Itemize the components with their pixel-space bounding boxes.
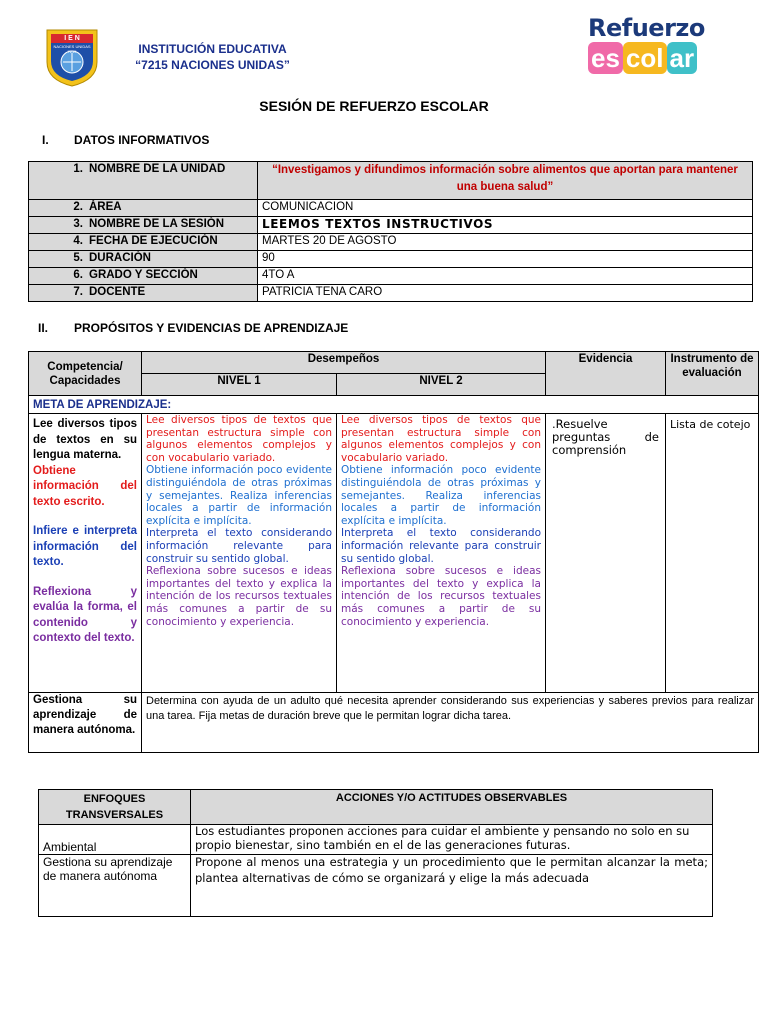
datos-value-cell	[258, 162, 753, 200]
datos-row	[29, 162, 753, 200]
datos-label: GRADO Y SECCIÓN	[89, 269, 198, 281]
capacidad-obtiene: Obtiene información del texto escrito.	[33, 464, 137, 508]
institution-line2: “7215 NACIONES UNIDAS”	[135, 58, 290, 72]
instrumento-cell: Lista de cotejo	[666, 414, 759, 693]
datos-value: 4TO A	[258, 268, 753, 285]
datos-label-cell	[29, 200, 258, 217]
crest-number: 7215	[67, 49, 77, 54]
competencia-row	[29, 414, 759, 693]
enfoque-row	[39, 825, 713, 855]
n2-reflexiona: Reflexiona sobre sucesos e ideas importantes del texto y explica la intención de los recursos textuales más comunes a partir de su conocimiento y experiencia.	[341, 565, 541, 628]
enfoque-name: Ambiental	[39, 825, 191, 855]
enfoque-name: Gestiona su aprendizaje de manera autónoma	[39, 855, 191, 917]
enfoque-row	[39, 855, 713, 917]
datos-num: 4.	[73, 235, 83, 247]
datos-value: 90	[258, 251, 753, 268]
n2-lee: Lee diversos tipos de textos que presentan estructura simple con algunos elementos complejos y con vocabulario variado.	[341, 414, 541, 464]
datos-table	[28, 161, 753, 302]
datos-label-cell	[29, 251, 258, 268]
enfoque-accion: Propone al menos una estrategia y un procedimiento que le permitan alcanzar la meta; plantea alternativas de cómo se organizará y elige la más adecuada	[191, 855, 713, 917]
crest-subtitle: NACIONES UNIDAS	[53, 44, 91, 49]
capacidad-reflexiona: Reflexiona y evalúa la forma, el contenido y contexto del texto.	[33, 585, 137, 644]
datos-label-cell	[29, 162, 258, 200]
n1-interpreta: Interpreta el texto considerando información relevante para construir su sentido global.	[146, 527, 332, 565]
datos-value: MARTES 20 DE AGOSTO	[258, 234, 753, 251]
session-name: LEEMOS TEXTOS INSTRUCTIVOS	[258, 217, 753, 234]
nivel-2-cell	[337, 414, 546, 693]
datos-label: NOMBRE DE LA SESIÓN	[89, 218, 225, 230]
datos-label-cell	[29, 217, 258, 234]
datos-num: 6.	[73, 269, 83, 281]
datos-row	[29, 268, 753, 285]
datos-num: 5.	[73, 252, 83, 264]
section-2-heading	[38, 321, 348, 335]
logo-piece-es: es	[588, 42, 623, 74]
n1-obtiene: Obtiene información poco evidente distinguiéndola de otras próximas y semejantes. Realiza inferencias locales a partir de información explícita e implícita.	[146, 464, 332, 527]
section-1-title: DATOS INFORMATIVOS	[74, 133, 210, 147]
institution-name	[120, 41, 305, 73]
header-nivel-2: NIVEL 2	[337, 374, 546, 396]
datos-label: NOMBRE DE LA UNIDAD	[89, 163, 226, 175]
capacidad-infiere: Infiere e interpreta información del texto.	[33, 525, 137, 568]
datos-label: FECHA DE EJECUCIÓN	[89, 235, 218, 247]
datos-row	[29, 285, 753, 302]
meta-aprendizaje: META DE APRENDIZAJE:	[29, 396, 759, 414]
n1-reflexiona: Reflexiona sobre sucesos e ideas importantes del texto y explica la intención de los recursos textuales más comunes a partir de su conocimiento y experiencia.	[146, 565, 332, 628]
page-title: SESIÓN DE REFUERZO ESCOLAR	[259, 98, 489, 114]
datos-label-cell	[29, 285, 258, 302]
institution-line1: INSTITUCIÓN EDUCATIVA	[138, 42, 287, 56]
enfoque-accion: Los estudiantes proponen acciones para cuidar el ambiente y pensando no solo en su propio bienestar, sino también en el de las generaciones futuras.	[191, 825, 713, 855]
datos-value: COMUNICACION	[258, 200, 753, 217]
logo-word-escolar	[588, 42, 728, 78]
school-crest	[44, 28, 100, 88]
evidencia-cell: .Resuelve preguntas de comprensión	[546, 414, 666, 693]
nivel-1-cell	[142, 414, 337, 693]
logo-piece-col: col	[623, 42, 667, 74]
competencia-cell	[29, 414, 142, 693]
datos-label: DURACIÓN	[89, 252, 151, 264]
datos-num: 3.	[73, 218, 83, 230]
datos-label: DOCENTE	[89, 286, 146, 298]
logo-word-refuerzo: Refuerzo	[588, 14, 705, 42]
datos-row	[29, 251, 753, 268]
header-evidencia: Evidencia	[546, 352, 666, 396]
section-2-title: PROPÓSITOS Y EVIDENCIAS DE APRENDIZAJE	[74, 321, 349, 335]
enfoques-header-row	[39, 790, 713, 825]
meta-row	[29, 396, 759, 414]
crest-label: I E N	[64, 35, 80, 42]
enfoques-table	[38, 789, 713, 917]
logo-piece-ar: ar	[667, 42, 698, 74]
datos-label: ÁREA	[89, 201, 122, 213]
gestiona-label: Gestiona su aprendizaje de manera autónoma.	[29, 693, 142, 753]
datos-num: 1.	[73, 163, 83, 175]
propositos-table	[28, 351, 759, 753]
header-row	[29, 352, 759, 374]
header-desempenos: Desempeños	[142, 352, 546, 374]
datos-label-cell	[29, 234, 258, 251]
datos-row	[29, 217, 753, 234]
header-nivel-1: NIVEL 1	[142, 374, 337, 396]
enfoques-header: ENFOQUES TRANSVERSALES	[39, 790, 191, 825]
n2-interpreta: Interpreta el texto considerando información relevante para construir su sentido global.	[341, 527, 541, 565]
datos-num: 2.	[73, 201, 83, 213]
datos-label-cell	[29, 268, 258, 285]
datos-num: 7.	[73, 286, 83, 298]
section-2-number: II.	[38, 321, 49, 335]
acciones-header: ACCIONES Y/O ACTITUDES OBSERVABLES	[191, 790, 713, 825]
datos-row	[29, 200, 753, 217]
datos-value: PATRICIA TENA CARO	[258, 285, 753, 302]
competencia-main: Lee diversos tipos de textos en su lengua materna.	[33, 418, 137, 461]
n2-obtiene: Obtiene información poco evidente distinguiéndola de otras próximas y semejantes. Realiza inferencias locales a partir de información explícita e implícita.	[341, 464, 541, 527]
header-instrumento: Instrumento de evaluación	[666, 352, 759, 396]
gestiona-text: Determina con ayuda de un adulto qué necesita aprender considerando sus experiencias y saberes previos para realizar una tarea. Fija metas de duración breve que le permitan lograr dicha tarea.	[142, 693, 759, 753]
n1-lee: Lee diversos tipos de textos que presentan estructura simple con algunos elementos complejos y con vocabulario variado.	[146, 414, 332, 464]
gestiona-row	[29, 693, 759, 753]
header-competencia: Competencia/ Capacidades	[29, 352, 142, 396]
section-1-number: I.	[42, 133, 49, 147]
refuerzo-escolar-logo	[588, 14, 728, 80]
section-1-heading	[42, 133, 209, 147]
unit-name: “Investigamos y difundimos información sobre alimentos que aportan para mantener una buena salud”	[272, 164, 738, 193]
datos-row	[29, 234, 753, 251]
